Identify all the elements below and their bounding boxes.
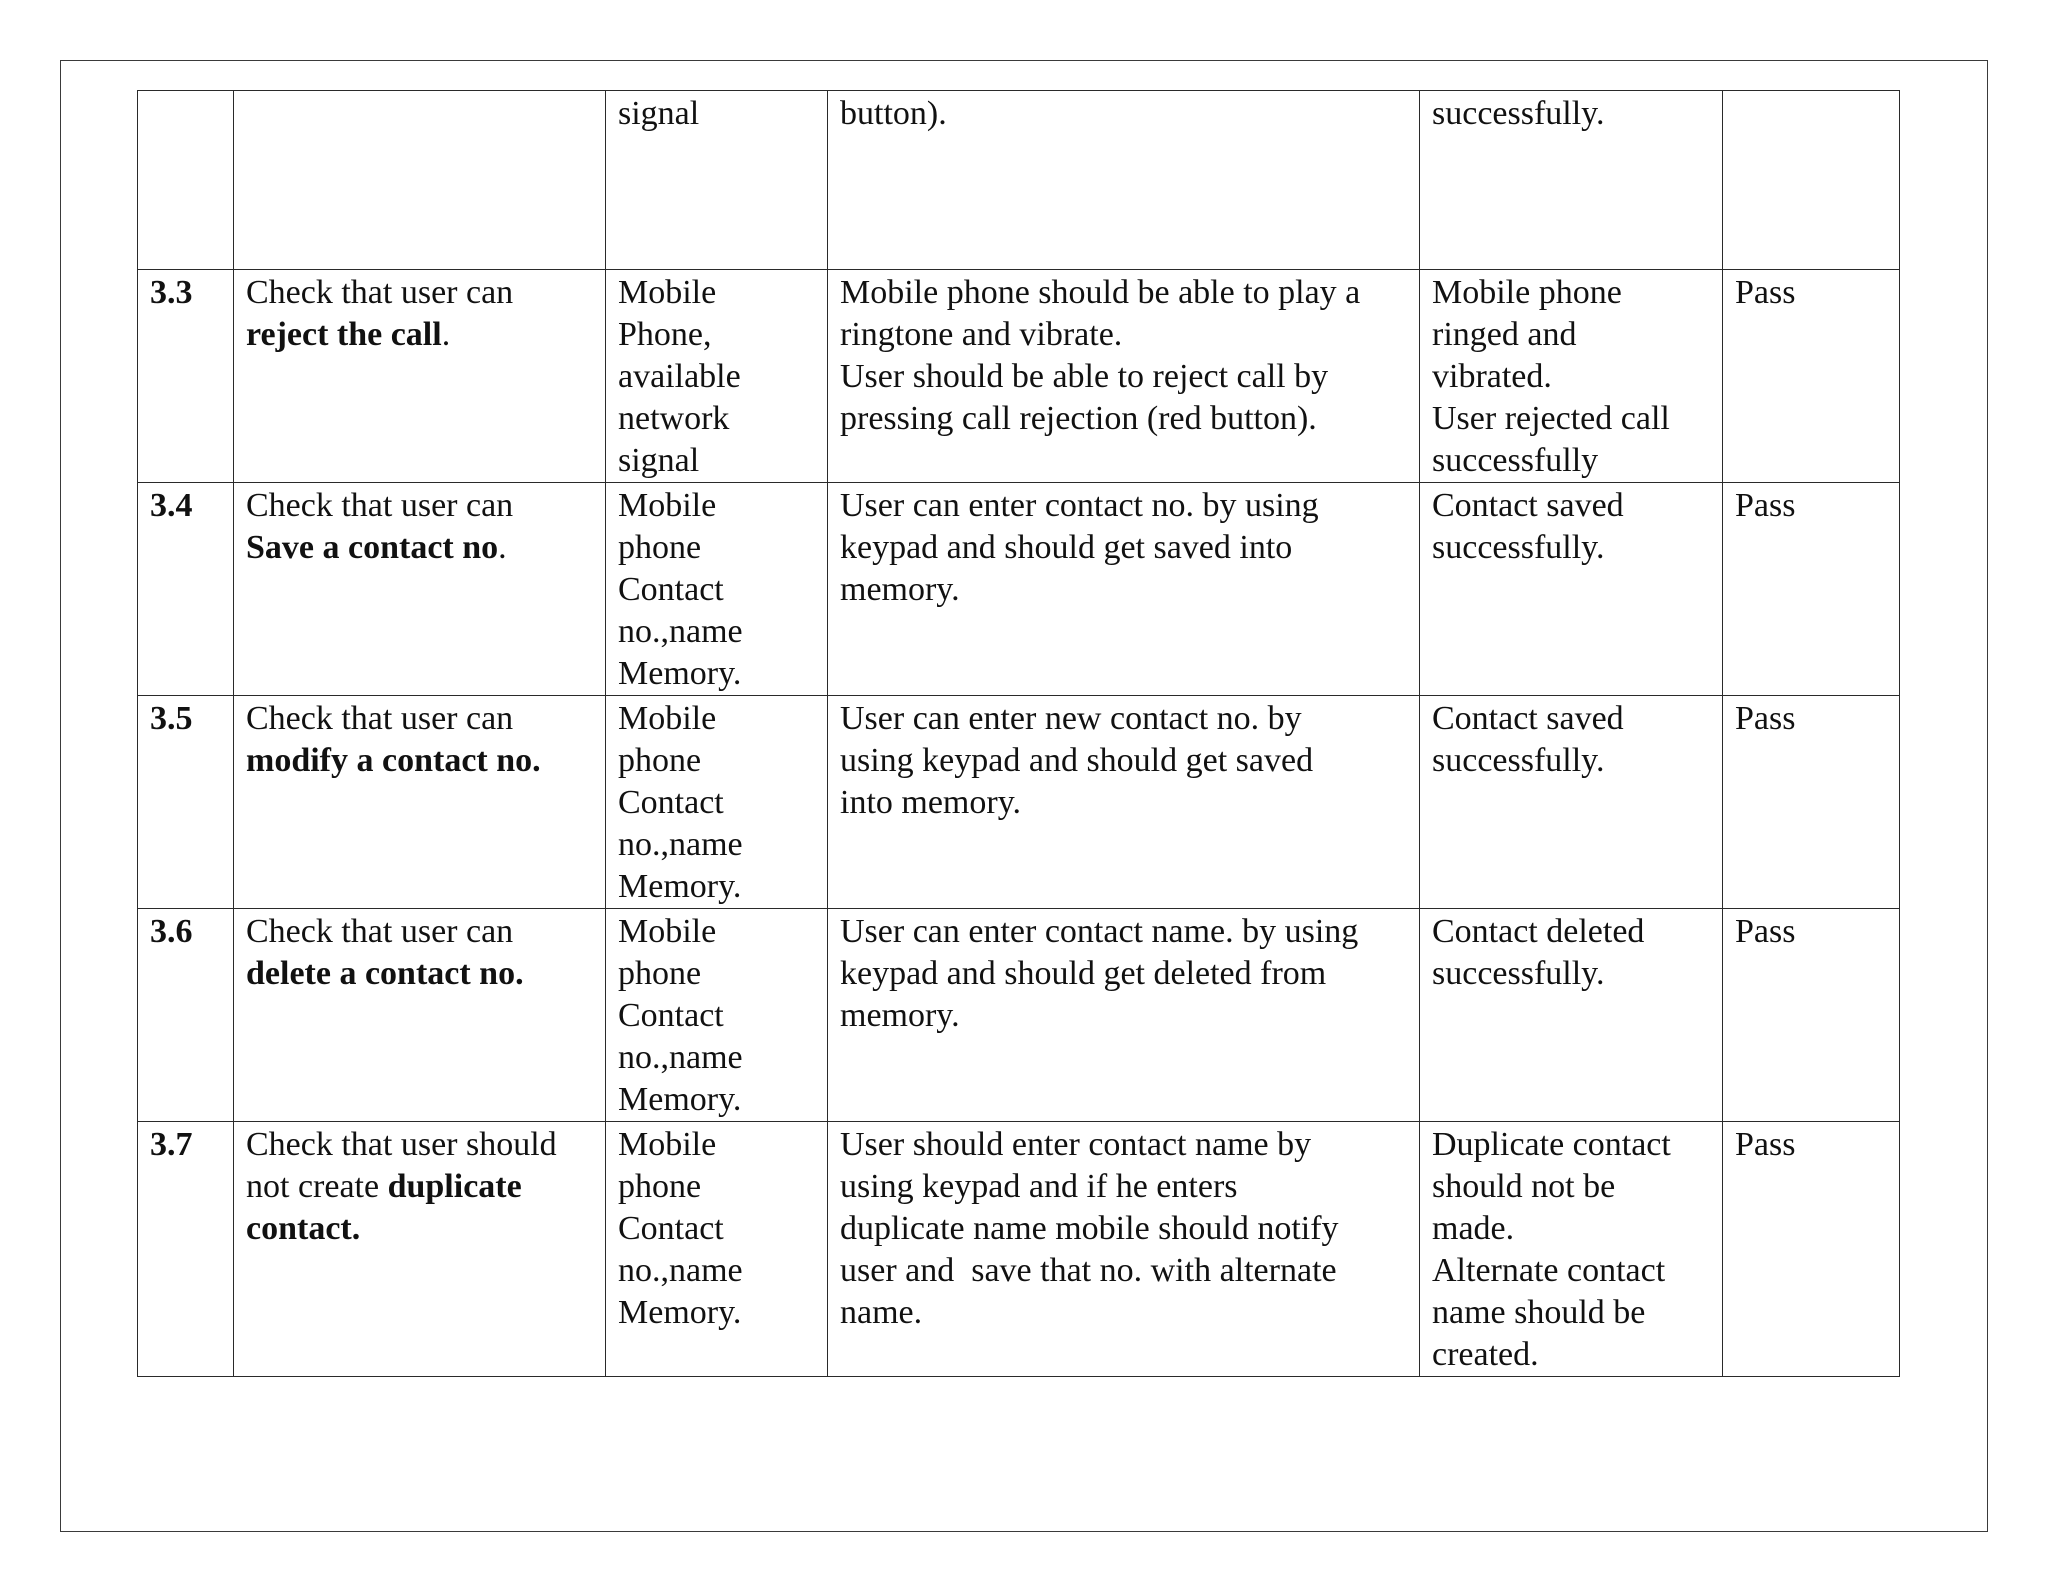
precondition-line: signal: [618, 95, 700, 132]
expected-result-cell: [828, 483, 1420, 696]
scenario-text: .: [498, 529, 507, 566]
precondition-line: no.,name: [618, 613, 743, 650]
scenario-keyword: reject the call: [246, 316, 442, 353]
expected-result-cell: [828, 91, 1420, 270]
actual-result-cell: [1420, 696, 1723, 909]
expected-result-line: keypad and should get saved into: [840, 529, 1293, 566]
precondition-line: phone: [618, 529, 702, 566]
expected-result-line: into memory.: [840, 784, 1021, 821]
scenario-keyword: duplicate: [387, 1168, 522, 1205]
actual-result-line: Alternate contact: [1432, 1252, 1666, 1289]
test-case-id-cell: [138, 91, 234, 270]
scenario-line: [246, 314, 593, 356]
test-scenario-cell: [234, 1122, 606, 1377]
scenario-text: Check that user can: [246, 700, 514, 737]
precondition-line: no.,name: [618, 1039, 743, 1076]
actual-result-line: Contact saved: [1432, 700, 1624, 737]
scenario-line: [246, 911, 593, 953]
precondition-line: signal: [618, 442, 700, 479]
scenario-line: [246, 953, 593, 995]
precondition-line: Memory.: [618, 868, 742, 905]
expected-result-cell: [828, 270, 1420, 483]
scenario-text: .: [441, 316, 451, 353]
status-value: Pass: [1735, 1126, 1796, 1163]
expected-result-cell: [828, 1122, 1420, 1377]
status-cell: [1723, 909, 1900, 1122]
expected-result-line: duplicate name mobile should notify: [840, 1210, 1339, 1247]
test-case-id-cell: [138, 270, 234, 483]
scenario-text: Check that user can: [246, 913, 514, 950]
actual-result-line: ringed and: [1432, 316, 1577, 353]
actual-result-line: should not be: [1432, 1168, 1616, 1205]
preconditions-cell: [606, 909, 828, 1122]
actual-result-line: successfully: [1432, 442, 1599, 479]
precondition-line: no.,name: [618, 826, 743, 863]
actual-result-line: successfully.: [1432, 742, 1605, 779]
scenario-keyword: Save a contact no: [246, 529, 499, 566]
expected-result-line: pressing call rejection (red button).: [840, 400, 1317, 437]
precondition-line: network: [618, 400, 730, 437]
expected-result-line: User should enter contact name by: [840, 1126, 1312, 1163]
status-cell: [1723, 1122, 1900, 1377]
expected-result-line: keypad and should get deleted from: [840, 955, 1327, 992]
precondition-line: available: [618, 358, 741, 395]
expected-result-cell: [828, 696, 1420, 909]
actual-result-line: successfully.: [1432, 955, 1605, 992]
preconditions-cell: [606, 1122, 828, 1377]
actual-result-line: Contact saved: [1432, 487, 1624, 524]
scenario-keyword: contact.: [246, 1210, 361, 1247]
expected-result-line: button).: [840, 95, 947, 132]
test-case-id: 3.4: [150, 487, 193, 524]
scenario-text: Check that user can: [246, 487, 514, 524]
precondition-line: phone: [618, 742, 702, 779]
table-row: [138, 1122, 1900, 1377]
actual-result-line: successfully.: [1432, 529, 1605, 566]
precondition-line: Contact: [618, 997, 724, 1034]
status-cell: [1723, 696, 1900, 909]
status-cell: [1723, 91, 1900, 270]
actual-result-line: vibrated.: [1432, 358, 1552, 395]
actual-result-line: Contact deleted: [1432, 913, 1645, 950]
table-row: [138, 270, 1900, 483]
table-row: [138, 483, 1900, 696]
table-row: [138, 91, 1900, 270]
status-value: Pass: [1735, 700, 1796, 737]
preconditions-cell: [606, 91, 828, 270]
actual-result-line: name should be: [1432, 1294, 1646, 1331]
actual-result-line: created.: [1432, 1336, 1539, 1373]
test-case-table: [137, 90, 1900, 1377]
preconditions-cell: [606, 483, 828, 696]
test-case-id-cell: [138, 909, 234, 1122]
precondition-line: Mobile: [618, 913, 717, 950]
expected-result-line: memory.: [840, 997, 960, 1034]
precondition-line: Phone,: [618, 316, 712, 353]
actual-result-line: successfully.: [1432, 95, 1605, 132]
actual-result-line: Duplicate contact: [1432, 1126, 1671, 1163]
actual-result-line: made.: [1432, 1210, 1515, 1247]
precondition-line: Mobile: [618, 700, 717, 737]
test-scenario-cell: [234, 696, 606, 909]
expected-result-line: User can enter new contact no. by: [840, 700, 1302, 737]
status-value: Pass: [1735, 487, 1796, 524]
test-case-id: 3.3: [150, 274, 193, 311]
preconditions-cell: [606, 696, 828, 909]
scenario-line: [246, 740, 593, 782]
actual-result-cell: [1420, 1122, 1723, 1377]
test-case-id: 3.5: [150, 700, 193, 737]
actual-result-cell: [1420, 909, 1723, 1122]
precondition-line: phone: [618, 1168, 702, 1205]
precondition-line: Contact: [618, 1210, 724, 1247]
scenario-text: not create: [246, 1168, 388, 1205]
test-case-id: 3.7: [150, 1126, 193, 1163]
scenario-line: [246, 698, 593, 740]
test-case-id-cell: [138, 696, 234, 909]
scenario-line: [246, 1124, 593, 1166]
precondition-line: Mobile: [618, 274, 717, 311]
actual-result-cell: [1420, 91, 1723, 270]
table-row: [138, 696, 1900, 909]
precondition-line: phone: [618, 955, 702, 992]
precondition-line: Contact: [618, 784, 724, 821]
test-scenario-cell: [234, 270, 606, 483]
actual-result-cell: [1420, 270, 1723, 483]
actual-result-cell: [1420, 483, 1723, 696]
scenario-text: Check that user should: [246, 1126, 557, 1163]
actual-result-line: Mobile phone: [1432, 274, 1622, 311]
scenario-line: [246, 1208, 593, 1250]
expected-result-line: name.: [840, 1294, 923, 1331]
expected-result-line: user and save that no. with alternate: [840, 1252, 1337, 1289]
scenario-line: [246, 1166, 593, 1208]
scenario-line: [246, 272, 593, 314]
expected-result-line: using keypad and if he enters: [840, 1168, 1238, 1205]
precondition-line: Mobile: [618, 1126, 717, 1163]
table-row: [138, 909, 1900, 1122]
test-scenario-cell: [234, 483, 606, 696]
preconditions-cell: [606, 270, 828, 483]
precondition-line: Memory.: [618, 1081, 742, 1118]
scenario-keyword: delete a contact no.: [246, 955, 524, 992]
test-scenario-cell: [234, 909, 606, 1122]
expected-result-cell: [828, 909, 1420, 1122]
status-cell: [1723, 270, 1900, 483]
status-value: Pass: [1735, 913, 1796, 950]
scenario-line: [246, 485, 593, 527]
test-case-id-cell: [138, 1122, 234, 1377]
precondition-line: Memory.: [618, 1294, 742, 1331]
expected-result-line: User can enter contact name. by using: [840, 913, 1359, 950]
precondition-line: Memory.: [618, 655, 742, 692]
precondition-line: no.,name: [618, 1252, 743, 1289]
expected-result-line: User should be able to reject call by: [840, 358, 1329, 395]
scenario-line: [246, 527, 593, 569]
expected-result-line: ringtone and vibrate.: [840, 316, 1123, 353]
scenario-keyword: modify a contact no.: [246, 742, 541, 779]
expected-result-line: memory.: [840, 571, 960, 608]
expected-result-line: using keypad and should get saved: [840, 742, 1314, 779]
test-scenario-cell: [234, 91, 606, 270]
test-case-id-cell: [138, 483, 234, 696]
precondition-line: Mobile: [618, 487, 717, 524]
status-value: Pass: [1735, 274, 1796, 311]
actual-result-line: User rejected call: [1432, 400, 1670, 437]
status-cell: [1723, 483, 1900, 696]
test-case-id: 3.6: [150, 913, 193, 950]
scenario-text: Check that user can: [246, 274, 514, 311]
expected-result-line: Mobile phone should be able to play a: [840, 274, 1361, 311]
expected-result-line: User can enter contact no. by using: [840, 487, 1319, 524]
precondition-line: Contact: [618, 571, 724, 608]
